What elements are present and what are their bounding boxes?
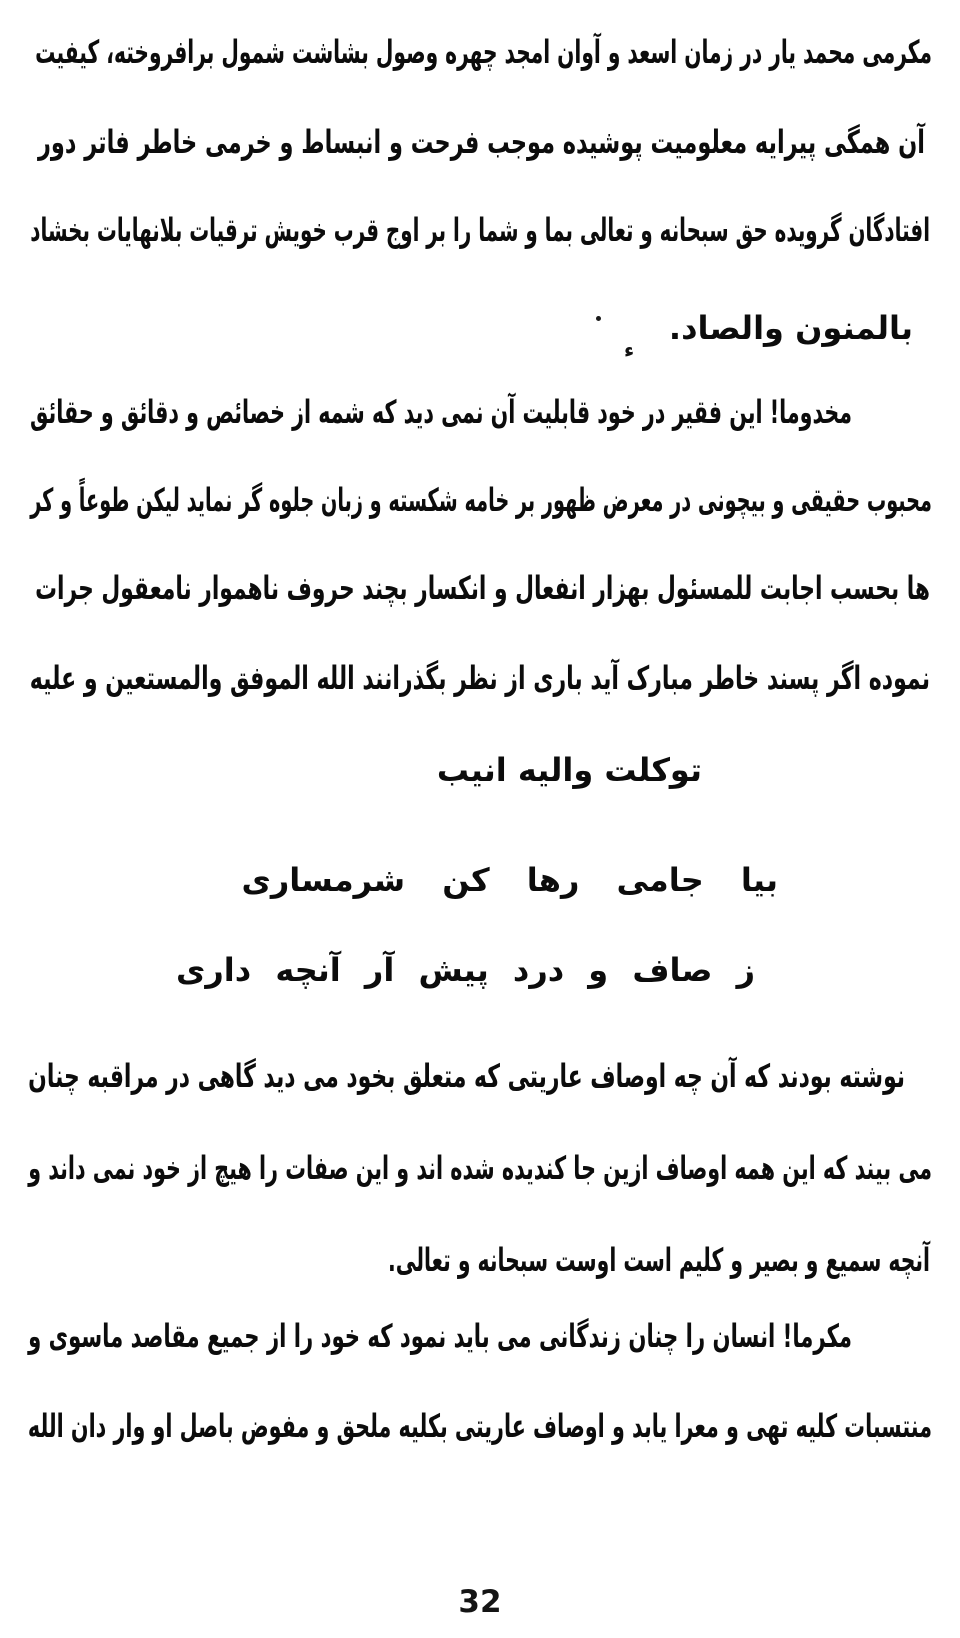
letter-line-arabic-closing: توکلت والیه انیب xyxy=(436,751,702,789)
letter-line-paragraph-start: مکرما! انسان را چنان زندگانی می باید نمود که خود را از جمیع مقاصد ماسوی و xyxy=(28,1317,852,1355)
letter-line: ها بحسب اجابت للمسئول بهزار انفعال و انکسار بچند حروف ناهموار نامعقول جرات xyxy=(35,569,930,607)
page-number: 32 xyxy=(458,1584,502,1620)
letter-line-closing-phrase: بالمنون والصاد. xyxy=(668,309,913,347)
scan-speck xyxy=(596,316,601,321)
letter-line-paragraph-start: مخدوما! این فقیر در خود قابلیت آن نمی دید که شمه از خصائص و دقائق و حقائق xyxy=(29,393,852,431)
letter-line: مکرمی محمد یار در زمان اسعد و آوان امجد چهره وصول بشاشت شمول برافروخته، کیفیت xyxy=(35,33,932,71)
letter-line: محبوب حقیقی و بیچونی در معرض ظهور بر خامه شکسته و زبان جلوه گر نماید لیکن طوعاً و کر xyxy=(30,481,932,519)
stray-diacritic-mark: ء xyxy=(624,338,635,362)
poem-hemistich: ز صاف و درد پیش آر آنچه داری xyxy=(176,951,755,989)
letter-line: افتادگان گرویده حق سبحانه و تعالی بما و شما را بر اوج قرب خویش ترقیات بلانهایات بخشاد xyxy=(30,211,930,249)
letter-line: منتسبات کلیه تهی و معرا یابد و اوصاف عاریتی بکلیه ملحق و مفوض باصل او وار دان الله xyxy=(27,1407,932,1445)
letter-line-paragraph-start: نوشته بودند که آن چه اوصاف عاریتی که متعلق بخود می دید گاهی در مراقبه چنان xyxy=(28,1057,905,1095)
poem-hemistich: بیا جامی رها کن شرمساری xyxy=(241,861,778,899)
letter-line: آنچه سمیع و بصیر و کلیم است اوست سبحانه و تعالی. xyxy=(388,1241,930,1279)
letter-line: آن همگی پیرایه معلومیت پوشیده موجب فرحت و انبساط و خرمی خاطر فاتر دور xyxy=(38,123,925,161)
letter-line: می بیند که این همه اوصاف ازین جا کندیده شده اند و این صفات را هیچ از خود نمی داند و xyxy=(28,1149,933,1187)
letter-line: نموده اگر پسند خاطر مبارک آید باری از نظر بگذرانند الله الموفق والمستعین و علیه xyxy=(29,659,930,697)
